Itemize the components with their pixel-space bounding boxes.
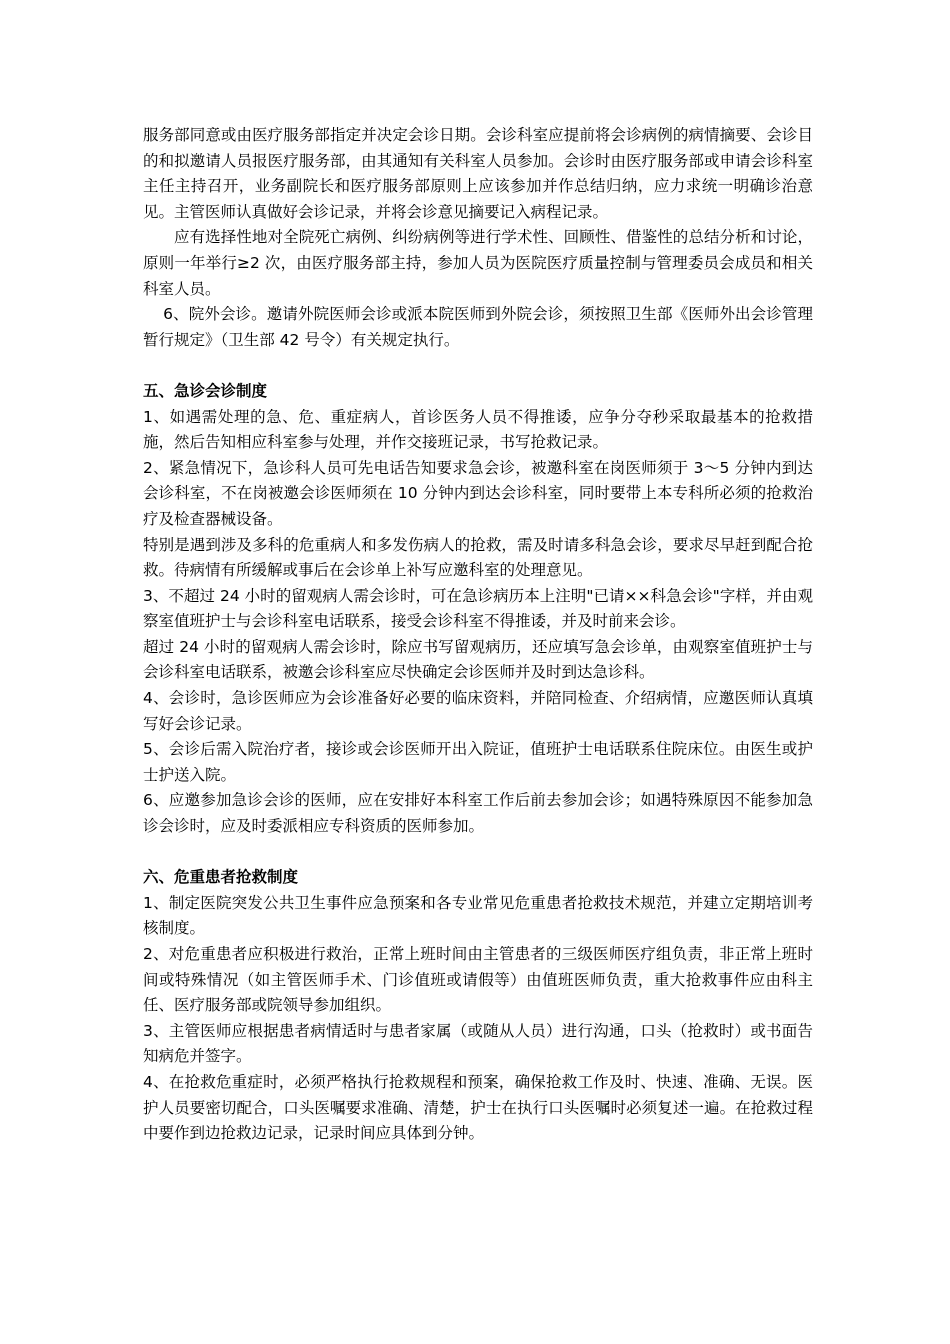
section-gap — [143, 353, 813, 379]
section6-item: 2、对危重患者应积极进行救治，正常上班时间由主管患者的三级医师医疗组负责，非正常上班时间或特殊情况（如主管医师手术、门诊值班或请假等）由值班医师负责，重大抢救事件应由科主任、医疗服务部或院领导参加组织。 — [143, 945, 813, 1015]
section5-item: 4、会诊时，急诊医师应为会诊准备好必要的临床资料，并陪同检查、介绍病情，应邀医师认真填写好会诊记录。 — [143, 689, 813, 733]
section6-item: 3、主管医师应根据患者病情适时与患者家属（或随从人员）进行沟通，口头（抢救时）或书面告知病危并签字。 — [143, 1021, 813, 1066]
section5-item: 6、应邀参加急诊会诊的医师，应在安排好本科室工作后前去参加会诊；如遇特殊原因不能参加急诊会诊时，应及时委派相应专科资质的医师参加。 — [143, 791, 813, 836]
intro-paragraph-3: 6、院外会诊。邀请外院医师会诊或派本院医师到外院会诊，须按照卫生部《医师外出会诊管理暂行规定》（卫生部 42 号令）有关规定执行。 — [143, 305, 813, 349]
section5-item: 特别是遇到涉及多科的危重病人和多发伤病人的抢救，需及时请多科急会诊，要求尽早赶到配合抢救。待病情有所缓解或事后在会诊单上补写应邀科室的处理意见。 — [143, 535, 813, 580]
section6-item: 1、制定医院突发公共卫生事件应急预案和各专业常见危重患者抢救技术规范，并建立定期培训考核制度。 — [143, 893, 813, 938]
section5-item: 5、会诊后需入院治疗者，接诊或会诊医师开出入院证，值班护士电话联系住院床位。由医生或护士护送入院。 — [143, 740, 813, 784]
intro-paragraph-2: 应有选择性地对全院死亡病例、纠纷病例等进行学术性、回顾性、借鉴性的总结分析和讨论，原则一年举行≥2 次，由医疗服务部主持，参加人员为医院医疗质量控制与管理委员会成员和相关科室人员。 — [143, 228, 813, 298]
document-page — [143, 123, 813, 1147]
section5-item: 3、不超过 24 小时的留观病人需会诊时，可在急诊病历本上注明"已请××科急会诊"字样，并由观察室值班护士与会诊科室电话联系，接受会诊科室不得推诿，并及时前来会诊。 — [143, 586, 813, 631]
section6-item: 4、在抢救危重症时，必须严格执行抢救规程和预案，确保抢救工作及时、快速、准确、无误。医护人员要密切配合，口头医嘱要求准确、清楚，护士在执行口头医嘱时必须复述一遍。在抢救过程中要作到边抢救边记录，记录时间应具体到分钟。 — [143, 1072, 813, 1143]
intro-paragraph-1: 服务部同意或由医疗服务部指定并决定会诊日期。会诊科室应提前将会诊病例的病情摘要、会诊目的和拟邀请人员报医疗服务部，由其通知有关科室人员参加。会诊时由医疗服务部或申请会诊科室主任主持召开，业务副院长和医疗服务部原则上应该参加并作总结归纳，应力求统一明确诊治意见。主管医师认真做好会诊记录，并将会诊意见摘要记入病程记录。 — [143, 126, 813, 221]
section5-heading: 五、急诊会诊制度 — [143, 381, 268, 400]
section5-item: 2、紧急情况下，急诊科人员可先电话告知要求急会诊，被邀科室在岗医师须于 3～5 分钟内到达会诊科室，不在岗被邀会诊医师须在 10 分钟内到达会诊科室，同时要带上本专科所必须的抢救治疗及检查器械设备。 — [143, 458, 813, 528]
section6-heading: 六、危重患者抢救制度 — [143, 868, 299, 887]
section-gap — [143, 840, 813, 866]
section5-item: 超过 24 小时的留观病人需会诊时，除应书写留观病历，还应填写急会诊单，由观察室值班护士与会诊科室电话联系，被邀会诊科室应尽快确定会诊医师并及时到达急诊科。 — [143, 637, 813, 682]
section5-item: 1、如遇需处理的急、危、重症病人，首诊医务人员不得推诿，应争分夺秒采取最基本的抢救措施，然后告知相应科室参与处理，并作交接班记录，书写抢救记录。 — [143, 407, 813, 452]
